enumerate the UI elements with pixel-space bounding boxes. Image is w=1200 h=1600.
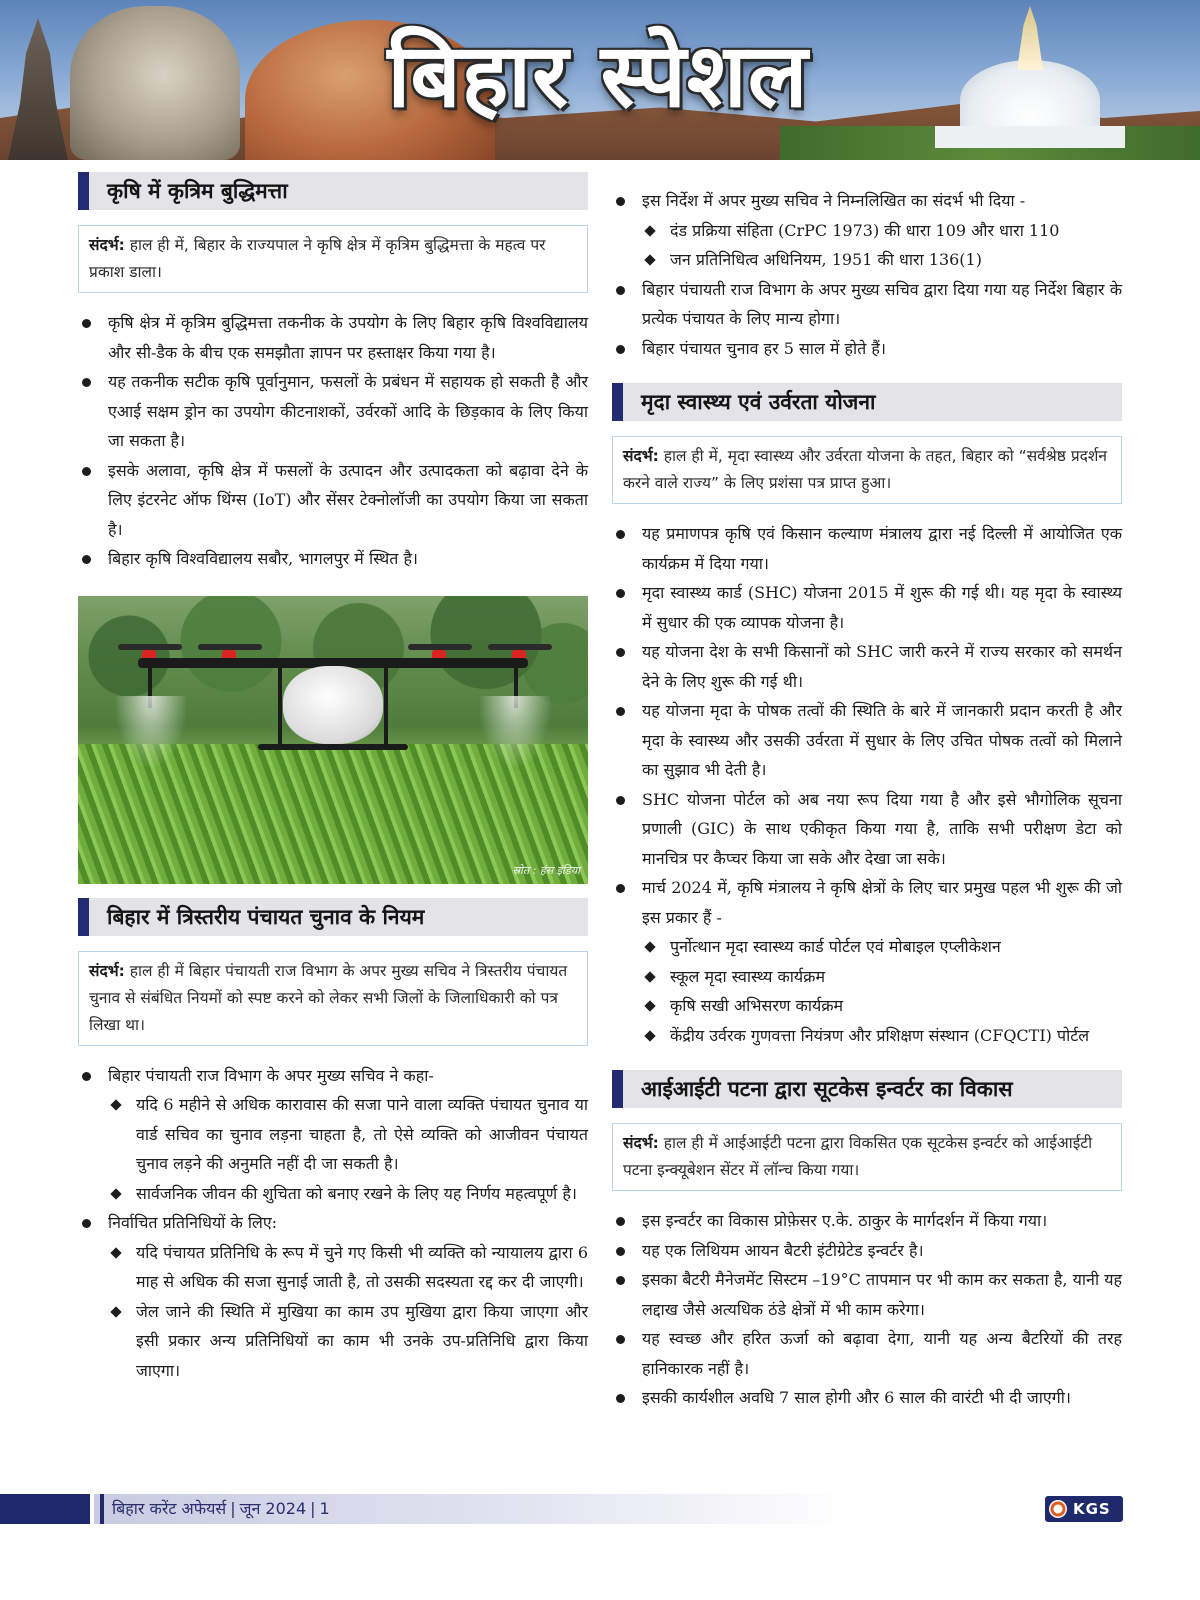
sub-list-item: दंड प्रक्रिया संहिता (CrPC 1973) की धारा 109 और धारा 110 (642, 216, 1122, 246)
drone-propeller (488, 644, 552, 650)
sub-list (108, 1090, 588, 1208)
sub-list-item: जेल जाने की स्थिति में मुखिया का काम उप मुखिया द्वारा किया जाएगा और इसी प्रकार अन्य प्रतिनिधियों का काम भी उनके उप-प्रतिनिधि द्वारा किया जाएगा। (108, 1297, 588, 1386)
context-box-suitcase-inverter (612, 1123, 1122, 1191)
list-item: SHC योजना पोर्टल को अब नया रूप दिया गया है और इसे भौगोलिक सूचना प्रणाली (GIC) के साथ एकीकृत किया गया है, ताकि सभी परीक्षण डेटा को मानचित्र पर कैप्चर किया जा सके और देखा जा सके। (612, 785, 1122, 874)
sub-list-item: सार्वजनिक जीवन की शुचिता को बनाए रखने के लिए यह निर्णय महत्वपूर्ण है। (108, 1179, 588, 1209)
footer-month: जून 2024 (239, 1499, 307, 1518)
footer-publication: बिहार करेंट अफेयर्स (112, 1499, 227, 1518)
context-label: संदर्भ: (89, 961, 125, 980)
section-heading-ai-agriculture: कृषि में कृत्रिम बुद्धिमत्ता (78, 172, 588, 210)
drone-leg (384, 668, 388, 748)
drone-skid (258, 744, 408, 750)
footer-separator: | (230, 1499, 236, 1518)
sub-list-item: स्कूल मृदा स्वास्थ्य कार्यक्रम (642, 962, 1122, 992)
sub-list-item: केंद्रीय उर्वरक गुणवत्ता नियंत्रण और प्रशिक्षण संस्थान (CFQCTI) पोर्टल (642, 1021, 1122, 1051)
list-item: बिहार कृषि विश्वविद्यालय सबौर, भागलपुर में स्थित है। (78, 544, 588, 574)
footer-mark (100, 1494, 104, 1524)
page-number: 1 (319, 1499, 330, 1518)
banner-stupa-spire (1017, 6, 1043, 70)
drone-photo (78, 596, 588, 884)
context-text: हाल ही में बिहार पंचायती राज विभाग के अपर मुख्य सचिव ने त्रिस्तरीय पंचायत चुनाव से संबंधित नियमों को स्पष्ट करने को लेकर सभी जिलों के जिलाधिकारी को पत्र लिखा था। (89, 961, 568, 1034)
list-item: मृदा स्वास्थ्य कार्ड (SHC) योजना 2015 में शुरू की गई थी। यह मृदा के स्वास्थ्य में सुधार की एक व्यापक योजना है। (612, 578, 1122, 637)
sub-list-item: यदि 6 महीने से अधिक कारावास की सजा पाने वाला व्यक्ति पंचायत चुनाव या वार्ड सचिव का चुनाव लड़ना चाहता है, तो ऐसे व्यक्ति को आजीवन पंचायत चुनाव लड़ने की अनुमति नहीं दी जा सकती है। (108, 1090, 588, 1179)
list-item: यह एक लिथियम आयन बैटरी इंटीग्रेटेड इन्वर्टर है। (612, 1236, 1122, 1266)
list-item (78, 1208, 588, 1385)
list-item: यह स्वच्छ और हरित ऊर्जा को बढ़ावा देगा, यानी यह अन्य बैटरियों की तरह हानिकारक नहीं है। (612, 1324, 1122, 1383)
context-text: हाल ही में, बिहार के राज्यपाल ने कृषि क्षेत्र में कृत्रिम बुद्धिमत्ता के महत्व पर प्रकाश डाला। (89, 236, 546, 281)
list-item: बिहार पंचायती राज विभाग के अपर मुख्य सचिव द्वारा दिया गया यह निर्देश बिहार के प्रत्येक पंचायत के लिए मान्य होगा। (612, 275, 1122, 334)
list-item-text: इस निर्देश में अपर मुख्य सचिव ने निम्नलिखित का संदर्भ भी दिया - (642, 191, 1026, 210)
footer-bar-dark (0, 1494, 90, 1524)
context-label: संदर्भ: (623, 447, 659, 465)
bullet-list-panchayat-continued (612, 186, 1122, 363)
drone-propeller (118, 644, 182, 650)
kgs-logo (1045, 1496, 1123, 1522)
drone-leg (278, 668, 282, 748)
list-item: इसकी कार्यशील अवधि 7 साल होगी और 6 साल की वारंटी भी दी जाएगी। (612, 1383, 1122, 1413)
sub-list-item: कृषि सखी अभिसरण कार्यक्रम (642, 991, 1122, 1021)
right-column (612, 186, 1122, 1413)
context-text: हाल ही में, मृदा स्वास्थ्य और उर्वरता योजना के तहत, बिहार को “सर्वश्रेष्ठ प्रदर्शन करने वाले राज्य” के लिए प्रशंसा पत्र प्राप्त हुआ। (623, 447, 1108, 492)
page-footer (0, 1494, 1200, 1524)
drone-propeller (198, 644, 262, 650)
list-item: कृषि क्षेत्र में कृत्रिम बुद्धिमत्ता तकनीक के उपयोग के लिए बिहार कृषि विश्वविद्यालय और सी-डैक के बीच एक समझौता ज्ञापन पर हस्ताक्षर किया गया है। (78, 308, 588, 367)
list-item-text: बिहार पंचायती राज विभाग के अपर मुख्य सचिव ने कहा- (108, 1065, 434, 1085)
banner-temple-image (8, 18, 68, 160)
header-banner (0, 0, 1200, 160)
context-label: संदर्भ: (623, 1134, 659, 1152)
list-item: यह योजना मृदा के पोषक तत्वों की स्थिति के बारे में जानकारी प्रदान करती है और मृदा के स्वास्थ्य और उसकी उर्वरता में सुधार के लिए उचित पोषक तत्वों को मिलाने का सुझाव भी देती है। (612, 696, 1122, 785)
drone-propeller (408, 644, 472, 650)
context-box-ai-agriculture (78, 225, 588, 293)
drone-tank (283, 666, 383, 744)
banner-stupa-base (935, 126, 1125, 148)
section-heading-panchayat-rules: बिहार में त्रिस्तरीय पंचायत चुनाव के नियम (78, 898, 588, 936)
footer-separator: | (310, 1499, 316, 1518)
list-item: बिहार पंचायत चुनाव हर 5 साल में होते हैं। (612, 334, 1122, 364)
context-text: हाल ही में आईआईटी पटना द्वारा विकसित एक सूटकेस इन्वर्टर को आईआईटी पटना इन्क्यूबेशन सेंटर में लॉन्च किया गया। (623, 1134, 1093, 1179)
kgs-emblem-icon (1049, 1500, 1067, 1518)
list-item: यह प्रमाणपत्र कृषि एवं किसान कल्याण मंत्रालय द्वारा नई दिल्ली में आयोजित एक कार्यक्रम में दिया गया। (612, 519, 1122, 578)
photo-credit: स्रोत : हंस इंडिया (512, 863, 580, 877)
list-item (612, 873, 1122, 1050)
sub-list-item: जन प्रतिनिधित्व अधिनियम, 1951 की धारा 136(1) (642, 245, 1122, 275)
section-heading-suitcase-inverter: आईआईटी पटना द्वारा सूटकेस इन्वर्टर का विकास (612, 1070, 1122, 1108)
bullet-list-ai-agriculture (78, 308, 588, 574)
bullet-list-soil-health (612, 519, 1122, 1050)
list-item: इसके अलावा, कृषि क्षेत्र में फसलों के उत्पादन और उत्पादकता को बढ़ावा देने के लिए इंटरनेट ऑफ थिंग्स (IoT) और सेंसर टेक्नोलॉजी का उपयोग किया जा सकता है। (78, 456, 588, 545)
section-heading-soil-health: मृदा स्वास्थ्य एवं उर्वरता योजना (612, 383, 1122, 421)
list-item (612, 186, 1122, 275)
sub-list (642, 932, 1122, 1050)
context-box-soil-health (612, 436, 1122, 504)
sub-list (642, 216, 1122, 275)
sub-list-item: यदि पंचायत प्रतिनिधि के रूप में चुने गए किसी भी व्यक्ति को न्यायालय द्वारा 6 माह से अधिक की सजा सुनाई जाती है, तो उसकी सदस्यता रद्द कर दी जाएगी। (108, 1238, 588, 1297)
banner-buddha-image (70, 6, 240, 160)
list-item: यह तकनीक सटीक कृषि पूर्वानुमान, फसलों के प्रबंधन में सहायक हो सकती है और एआई सक्षम ड्रोन का उपयोग कीटनाशकों, उर्वरकों आदि के छिड़काव के लिए किया जा सकता है। (78, 367, 588, 456)
left-column (78, 172, 588, 1385)
sub-list (108, 1238, 588, 1386)
sub-list-item: पुर्नोत्थान मृदा स्वास्थ्य कार्ड पोर्टल एवं मोबाइल एप्लीकेशन (642, 932, 1122, 962)
list-item: इस इन्वर्टर का विकास प्रोफ़ेसर ए.के. ठाकुर के मार्गदर्शन में किया गया। (612, 1206, 1122, 1236)
drone-spray (480, 696, 550, 766)
list-item-text: निर्वाचित प्रतिनिधियों के लिए: (108, 1213, 278, 1232)
list-item: यह योजना देश के सभी किसानों को SHC जारी करने में राज्य सरकार को समर्थन देने के लिए शुरू की गई थी। (612, 637, 1122, 696)
kgs-logo-text: KGS (1073, 1500, 1111, 1518)
list-item (78, 1061, 588, 1209)
context-box-panchayat-rules (78, 951, 588, 1046)
footer-text (112, 1494, 330, 1524)
list-item: इसका बैटरी मैनेजमेंट सिस्टम –19°C तापमान पर भी काम कर सकता है, यानी यह लद्दाख जैसे अत्यधिक ठंडे क्षेत्रों में भी काम करेगा। (612, 1265, 1122, 1324)
bullet-list-panchayat-rules (78, 1061, 588, 1386)
drone-spray (116, 696, 186, 766)
list-item-text: मार्च 2024 में, कृषि मंत्रालय ने कृषि क्षेत्रों के लिए चार प्रमुख पहल भी शुरू की जो इस प्रकार हैं - (642, 878, 1122, 927)
context-label: संदर्भ: (89, 236, 125, 254)
bullet-list-suitcase-inverter (612, 1206, 1122, 1413)
page-title: बिहार स्पेशल (387, 24, 809, 127)
